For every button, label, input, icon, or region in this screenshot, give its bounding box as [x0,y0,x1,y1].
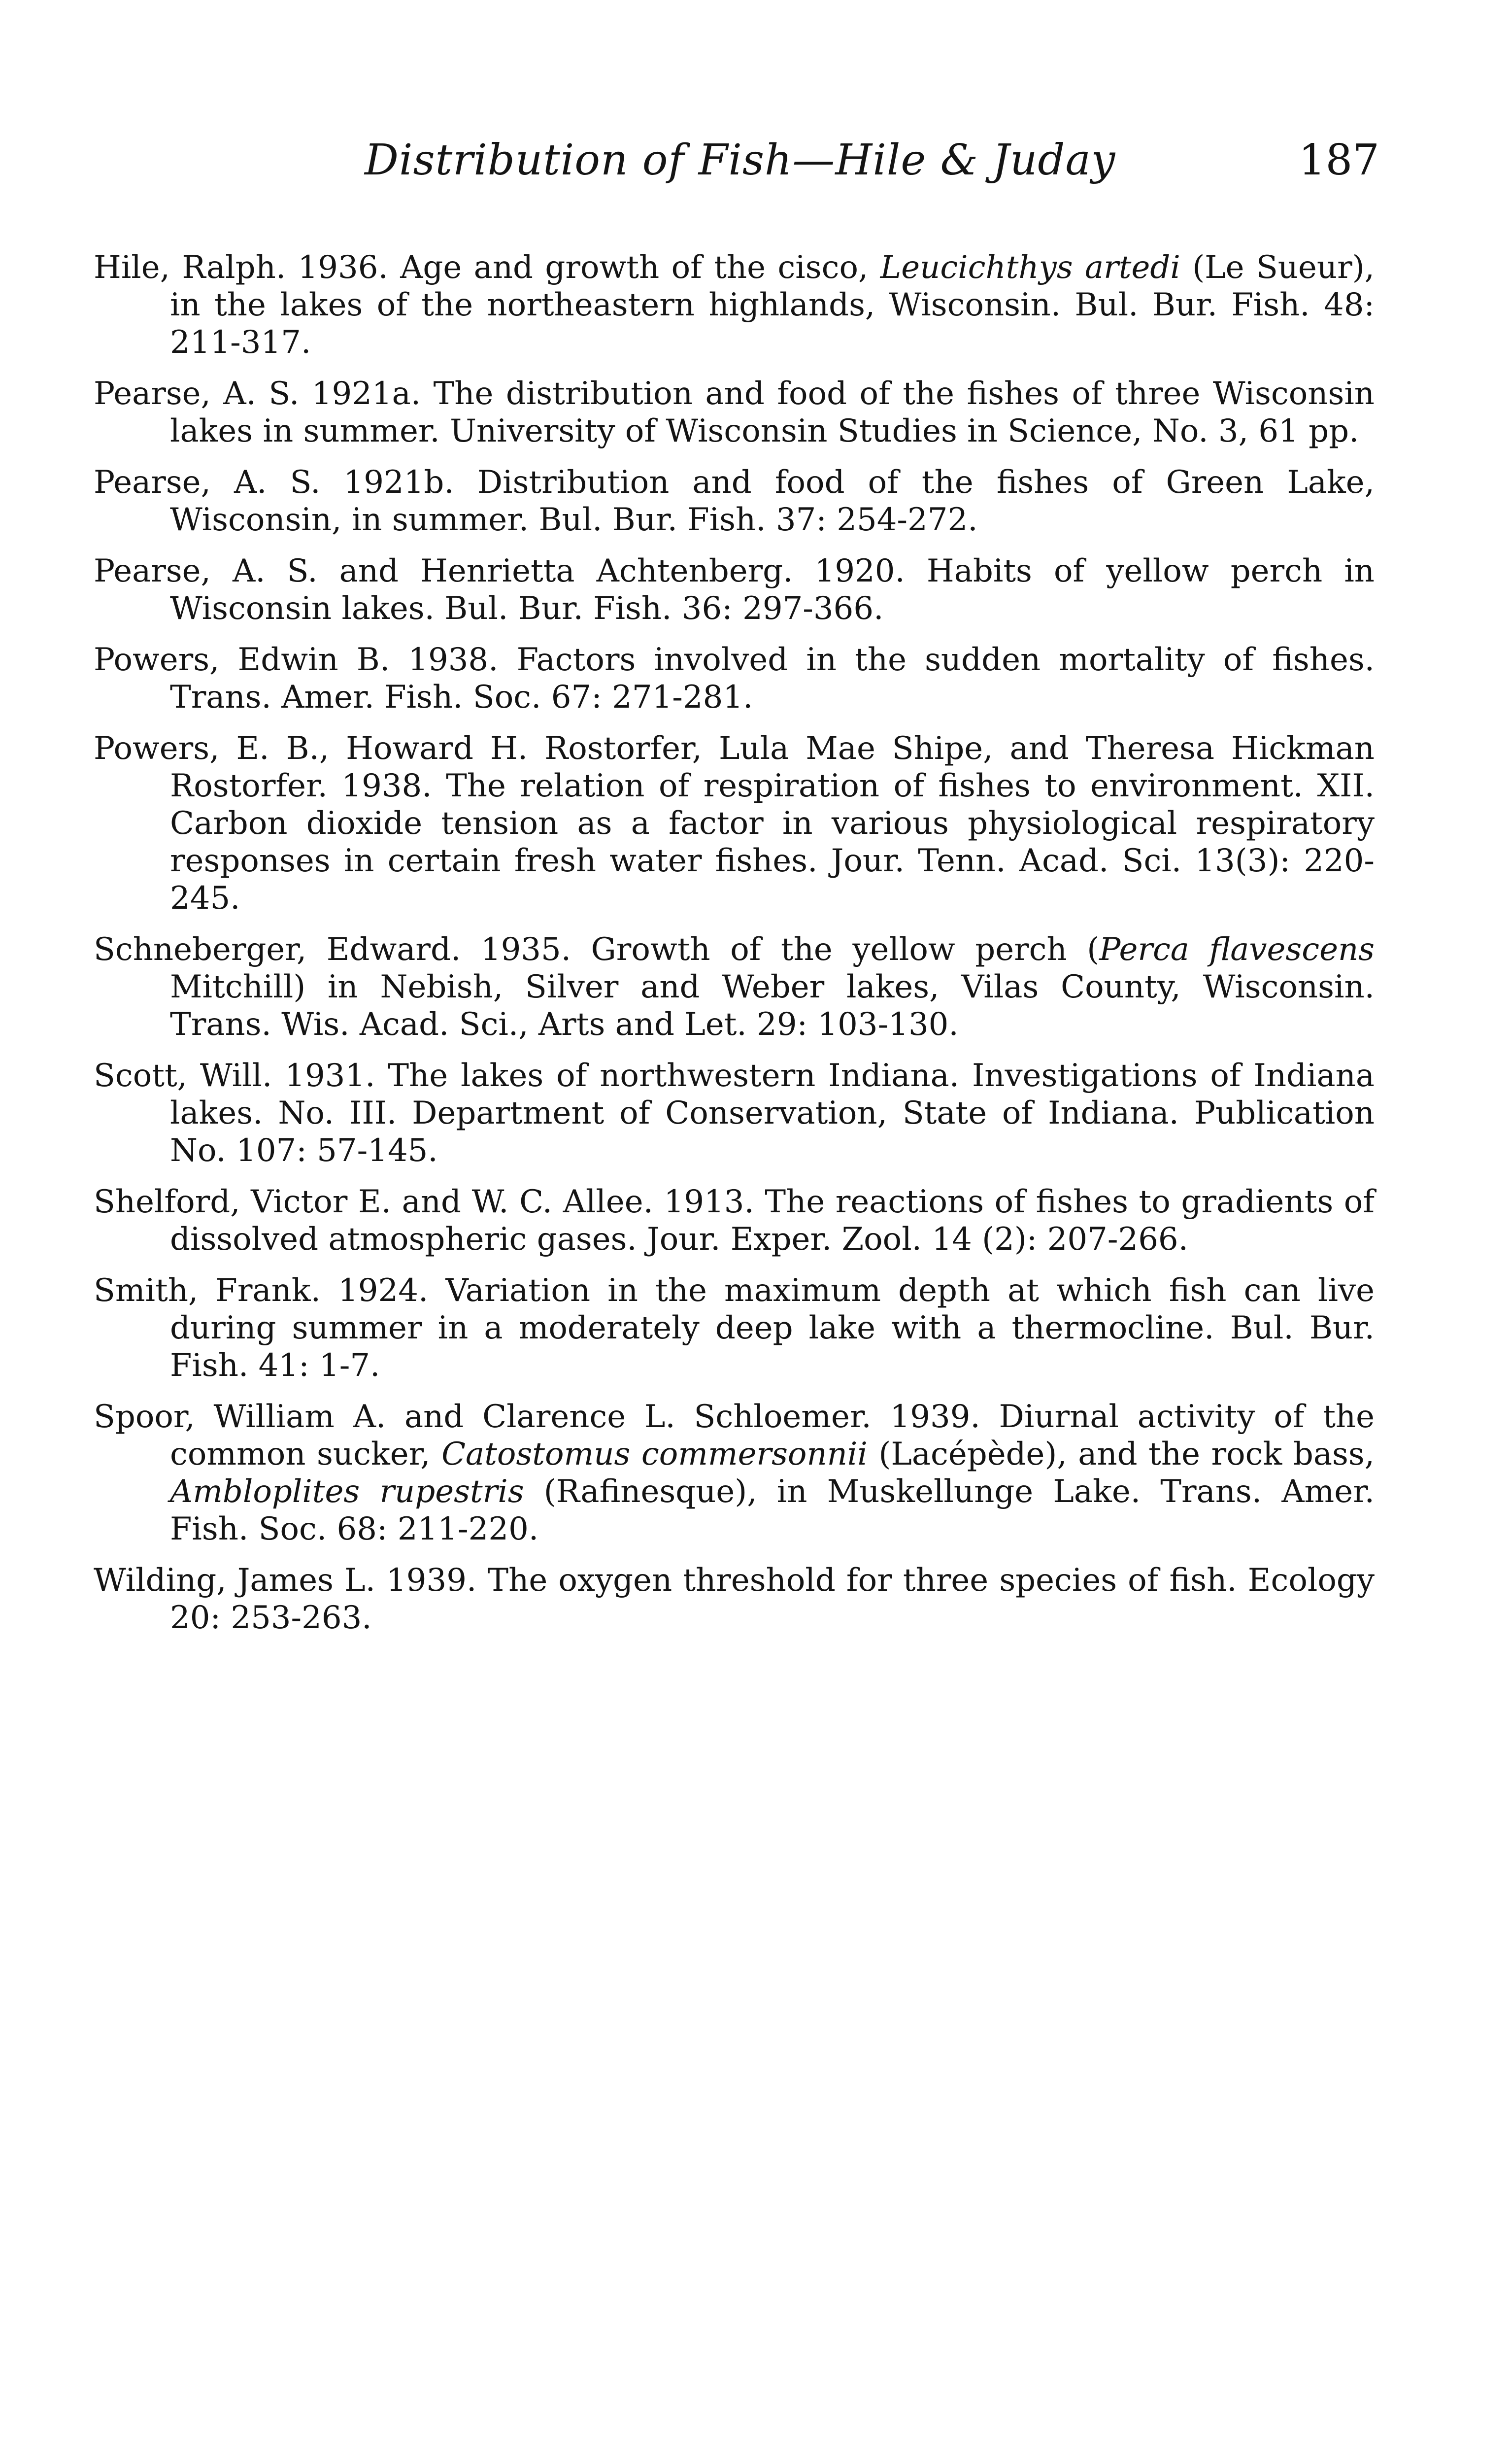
species-name: Perca flavescens [1099,931,1375,968]
species-name: Leucichthys artedi [880,249,1180,286]
reference-shelford-allee-1913 [94,1183,1375,1258]
page-number: 187 [1298,136,1379,185]
reference-text: Pearse, A. S. and Henrietta Achtenberg. 1920. Habits of yellow perch in Wisconsin lakes. Bul. Bur. Fish. 36: 297-366. [94,553,1375,627]
species-name: Ambloplites rupestris [170,1473,524,1510]
reference-pearse-achtenberg-1920 [94,552,1375,627]
reference-powers-1938b [94,730,1375,917]
reference-text: Smith, Frank. 1924. Variation in the maximum depth at which fish can live during summer in a moderately deep lake with a thermocline. Bul. Bur. Fish. 41: 1-7. [94,1272,1375,1384]
reference-text: (Rafinesque), in Muskellunge Lake. Trans. Amer. Fish. Soc. 68: 211-220. [170,1473,1375,1547]
reference-text: Mitchill) in Nebish, Silver and Weber lakes, Vilas County, Wisconsin. Trans. Wis. Acad. Sci., Arts and Let. 29: 103-130. [170,969,1375,1043]
reference-smith-1924 [94,1272,1375,1384]
reference-wilding-1939 [94,1562,1375,1637]
reference-powers-1938a [94,641,1375,716]
reference-text: Spoor, William A. and Clarence L. Schloemer. 1939. Diurnal activity of the common sucker, [94,1399,1375,1472]
reference-text: Powers, E. B., Howard H. Rostorfer, Lula Mae Shipe, and Theresa Hickman Rostorfer. 1938. The relation of respiration of fishes to environment. XII. Carbon dioxide tension as a factor in various physiological respiratory responses in certain fresh water fishes. Jour. Tenn. Acad. Sci. 13(3): 220-245. [94,730,1375,917]
page-header [99,133,1379,192]
reference-text: Pearse, A. S. 1921b. Distribution and food of the fishes of Green Lake, Wisconsin, in summer. Bul. Bur. Fish. 37: 254-272. [94,464,1375,538]
reference-text: Scott, Will. 1931. The lakes of northwestern Indiana. Investigations of Indiana lakes. No. III. Department of Conservation, State of Indiana. Publication No. 107: 57-145. [94,1058,1375,1169]
running-title: Distribution of Fish—Hile & Juday [365,136,1116,185]
reference-text: (Le Sueur), in the lakes of the northeastern highlands, Wisconsin. Bul. Bur. Fish. 48: 211-317. [170,249,1375,361]
reference-schneberger-1935 [94,931,1375,1043]
reference-text: Wilding, James L. 1939. The oxygen threshold for three species of fish. Ecology 20: 253-263. [94,1562,1375,1636]
reference-scott-1931 [94,1057,1375,1169]
species-name: Catostomus commersonnii [441,1436,868,1472]
reference-text: Powers, Edwin B. 1938. Factors involved in the sudden mortality of fishes. Trans. Amer. Fish. Soc. 67: 271-281. [94,642,1375,716]
reference-text: Shelford, Victor E. and W. C. Allee. 1913. The reactions of fishes to gradients of dissolved atmospheric gases. Jour. Exper. Zool. 14 (2): 207-266. [94,1184,1375,1258]
reference-list [94,249,1375,1650]
reference-text: Schneberger, Edward. 1935. Growth of the yellow perch ( [94,931,1100,968]
reference-spoor-schloemer-1939 [94,1398,1375,1548]
reference-pearse-1921a [94,375,1375,450]
reference-hile-1936 [94,249,1375,361]
reference-text: (Lacépède), and the rock bass, [867,1436,1375,1472]
reference-pearse-1921b [94,464,1375,539]
reference-text: Pearse, A. S. 1921a. The distribution and food of the fishes of three Wisconsin lakes in summer. University of Wisconsin Studies in Science, No. 3, 61 pp. [94,376,1375,449]
reference-text: Hile, Ralph. 1936. Age and growth of the cisco, [94,249,880,286]
